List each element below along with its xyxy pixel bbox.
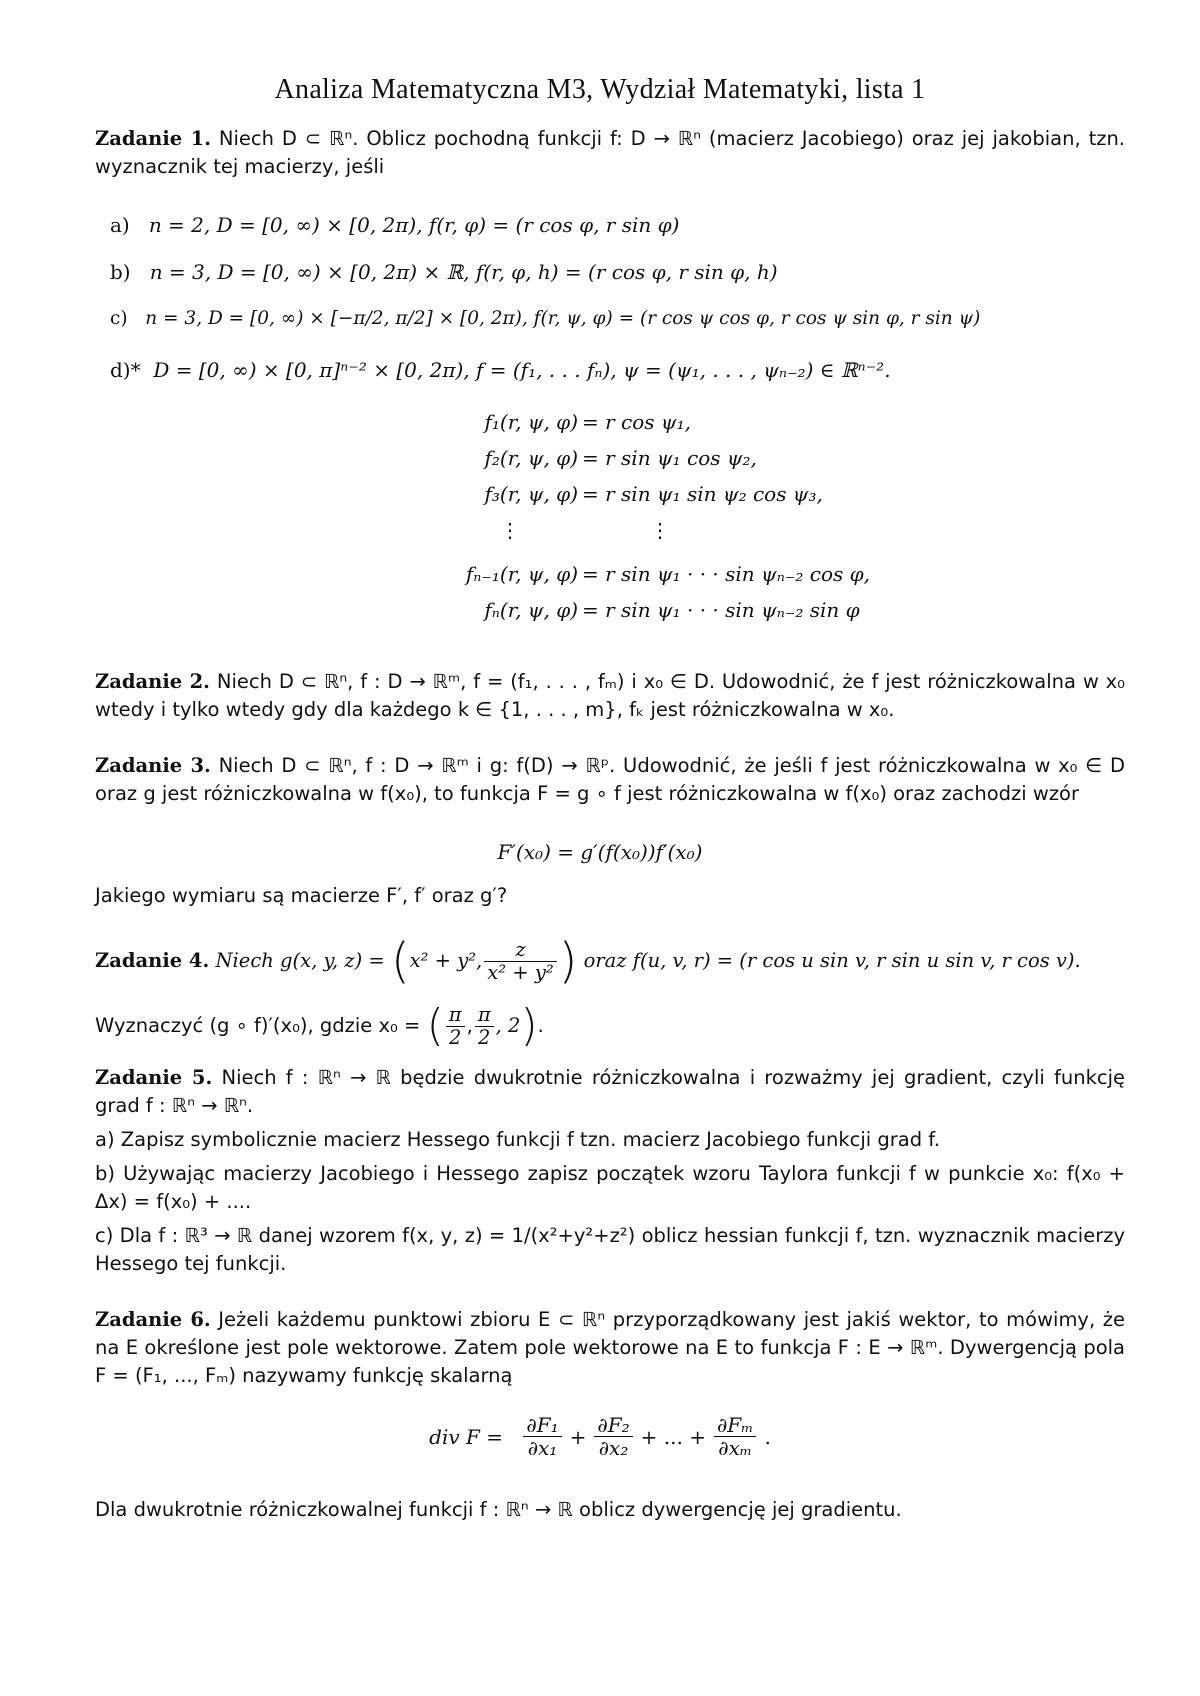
task-4-question: Wyznaczyć (g ∘ f)′(x₀), gdzie x₀ =	[95, 1014, 421, 1037]
eq-rhs: = r sin ψ₁ · · · sin ψₙ₋₂ cos φ,	[582, 562, 870, 586]
task-1-text: Niech D ⊂ ℝⁿ. Oblicz pochodną funkcji f: D → ℝⁿ (macierz Jacobiego) oraz jej jakobian, tzn. wyznacznik tej macierzy, jeśli	[95, 127, 1126, 178]
fraction-denominator: x² + y²	[487, 960, 554, 984]
eq-rhs: = r sin ψ₁ · · · sin ψₙ₋₂ sin φ	[582, 598, 860, 622]
task-2-text: Niech D ⊂ ℝⁿ, f : D → ℝᵐ, f = (f₁, . . . , fₘ) i x₀ ∈ D. Udowodnić, że f jest różniczkowalna w x₀ wtedy i tylko wtedy gdy dla każdego k ∈ {1, . . . , m}, fₖ jest różniczkowalna w x₀.	[95, 670, 1126, 721]
task-4-g-def: Niech g(x, y, z) =	[215, 949, 385, 972]
task-3-formula: F′(x₀) = g′(f(x₀))f′(x₀)	[497, 840, 703, 864]
task-4-x0-tail: , 2	[495, 1014, 521, 1037]
task-1-item-d	[110, 358, 891, 382]
task-6-label: Zadanie 6.	[95, 1308, 211, 1331]
task-5	[95, 1064, 1125, 1120]
page-title: Analiza Matematyczna M3, Wydział Matematyki, lista 1	[274, 74, 926, 105]
task-5-text: Niech f : ℝⁿ → ℝ będzie dwukrotnie różniczkowalna i rozważmy jej gradient, czyli funkcję grad f : ℝⁿ → ℝⁿ.	[95, 1066, 1126, 1117]
plus-sign: +	[569, 1424, 587, 1449]
eq-rhs: = r sin ψ₁ cos ψ₂,	[582, 446, 757, 470]
eq-vdots-left: ⋮	[500, 518, 520, 542]
task-4-label: Zadanie 4.	[95, 949, 210, 972]
paren-close: )	[520, 1000, 538, 1051]
eq-rhs: = r cos ψ₁,	[582, 410, 691, 434]
task-2	[95, 668, 1125, 724]
task-2-label: Zadanie 2.	[95, 670, 210, 693]
fraction-dF2	[594, 1414, 632, 1459]
fraction-denominator: ∂x₂	[598, 1436, 629, 1460]
task-4-line-1	[95, 926, 1125, 996]
fraction-numerator: ∂Fₘ	[714, 1414, 756, 1437]
task-1-item-a	[110, 213, 679, 237]
paren-open: (	[390, 933, 410, 989]
task-4-g-first: x² + y²,	[409, 949, 483, 972]
fraction-denominator: 2	[478, 1025, 491, 1049]
task-3-label: Zadanie 3.	[95, 754, 211, 777]
fraction-numerator: π	[475, 1004, 494, 1027]
task-3	[95, 752, 1125, 808]
div-lhs: div F =	[429, 1424, 504, 1449]
eq-lhs: fₙ(r, ψ, φ)	[484, 598, 578, 622]
fraction-dF1	[523, 1414, 561, 1459]
task-1-item-b	[110, 260, 778, 284]
fraction-denominator: 2	[448, 1025, 462, 1049]
eq-lhs: f₂(r, ψ, φ)	[484, 446, 578, 470]
paren-open: (	[426, 1000, 444, 1051]
task-4-fraction	[484, 939, 556, 984]
paren-close: )	[558, 933, 578, 989]
eq-lhs: f₃(r, ψ, φ)	[484, 482, 578, 506]
eq-lhs: fₙ₋₁(r, ψ, φ)	[465, 562, 578, 586]
fraction-denominator: ∂xₘ	[718, 1436, 753, 1460]
eq-vdots-right: ⋮	[650, 518, 670, 542]
item-expr: n = 3, D = [0, ∞) × [−π/2, π/2] × [0, 2π), f(r, ψ, φ) = (r cos ψ cos φ, r cos ψ sin φ, r sin ψ)	[145, 308, 981, 329]
task-1-label: Zadanie 1.	[95, 127, 211, 150]
fraction-numerator: z	[484, 939, 556, 962]
eq-rhs: = r sin ψ₁ sin ψ₂ cos ψ₃,	[582, 482, 823, 506]
task-1-item-c	[110, 308, 980, 329]
item-label: a)	[110, 213, 130, 237]
task-3-question: Jakiego wymiaru są macierze F′, f′ oraz g′?	[95, 884, 508, 907]
item-label: c)	[110, 308, 128, 329]
ellipsis-plus: + ... +	[640, 1424, 706, 1449]
task-1-intro	[95, 125, 1125, 181]
fraction-denominator: ∂x₁	[527, 1436, 558, 1460]
fraction-pi-half	[446, 1004, 465, 1049]
fraction-dFm	[714, 1414, 756, 1459]
fraction-numerator: π	[446, 1004, 465, 1027]
fraction-pi-half	[475, 1004, 494, 1049]
task-3-text: Niech D ⊂ ℝⁿ, f : D → ℝᵐ i g: f(D) → ℝᵖ. Udowodnić, że jeśli f jest różniczkowalna w x₀ ∈ D oraz g jest różniczkowalna w f(x₀), to funkcja F = g ∘ f jest różniczkowalna w f(x₀) oraz zachodzi wzór	[95, 754, 1125, 805]
item-expr: n = 2, D = [0, ∞) × [0, 2π), f(r, φ) = (r cos φ, r sin φ)	[148, 213, 680, 237]
task-4-line-2: Wyznaczyć (g ∘ f)′(x₀), gdzie x₀ = ( $\frac{\pi}{2}$ , $\frac{\pi}{2}$ , 2 ) .	[95, 1000, 544, 1051]
fraction-numerator: ∂F₁	[523, 1414, 561, 1437]
divergence-formula: div F = $\frac{\text{∂F₁}}{\text{∂x₁}}$ + $\frac{\text{∂F₂}}{\text{∂x₂}}$ + ... + $\frac{\text{∂Fₘ}}{\text{∂xₘ}}$ .	[429, 1413, 771, 1460]
task-4-f-def: oraz f(u, v, r) = (r cos u sin v, r sin u sin v, r cos v).	[583, 949, 1081, 972]
eq-lhs: f₁(r, ψ, φ)	[484, 410, 578, 434]
task-6	[95, 1306, 1125, 1390]
item-label: d)*	[110, 358, 141, 382]
item-label: b)	[110, 260, 131, 284]
task-5-c: c) Dla f : ℝ³ → ℝ danej wzorem f(x, y, z) = 1/(x²+y²+z²) oblicz hessian funkcji f, tzn. wyznacznik macierzy Hessego tej funkcji.	[95, 1224, 1125, 1275]
task-6-text: Jeżeli każdemu punktowi zbioru E ⊂ ℝⁿ przyporządkowany jest jakiś wektor, to mówimy, że na E określone jest pole wektorowe. Zatem pole wektorowe na E to funkcja F : E → ℝᵐ. Dywergencją pola F = (F₁, ..., Fₘ) nazywamy funkcję skalarną	[95, 1308, 1126, 1387]
task-5-b: b) Używając macierzy Jacobiego i Hessego zapisz początek wzoru Taylora funkcji f w punkcie x₀: f(x₀ + Δx) = f(x₀) + ....	[95, 1162, 1125, 1213]
item-expr: D = [0, ∞) × [0, π]ⁿ⁻² × [0, 2π), f = (f₁, . . . fₙ), ψ = (ψ₁, . . . , ψₙ₋₂) ∈ ℝⁿ⁻².	[153, 358, 891, 382]
task-5-a: a) Zapisz symbolicznie macierz Hessego funkcji f tzn. macierz Jacobiego funkcji grad f.	[95, 1128, 940, 1151]
item-expr: n = 3, D = [0, ∞) × [0, 2π) × ℝ, f(r, φ, h) = (r cos φ, r sin φ, h)	[149, 260, 778, 284]
fraction-numerator: ∂F₂	[594, 1414, 632, 1437]
task-5-label: Zadanie 5.	[95, 1066, 213, 1089]
task-6-final: Dla dwukrotnie różniczkowalnej funkcji f : ℝⁿ → ℝ oblicz dywergencję jej gradientu.	[95, 1498, 902, 1521]
